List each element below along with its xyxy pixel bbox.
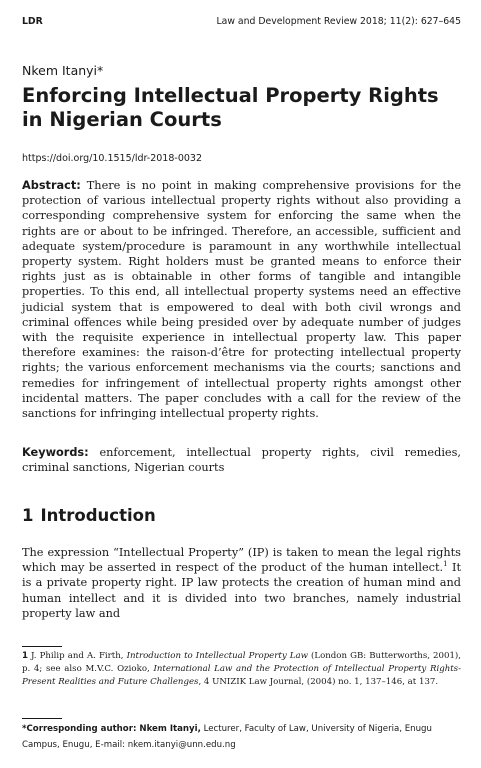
running-head bbox=[22, 16, 461, 30]
abstract-text: There is no point in making comprehensive provisions for the protection of various intellectual property rights without also providing a corresponding comprehensive system for enforcing the same when the rights are or about to be infringed. Therefore, an accessible, sufficient and adequate system/procedure is paramount in any worthwhile intellectual property system. Right holders must be granted means to enforce their rights just as is obtainable in other forms of tangible and intangible properties. To this end, all intellectual property systems need an effective judicial system that is empowered to deal with both civil wrongs and criminal offences while being presided over by adequate number of judges with the requisite experience in intellectual property law. This paper therefore examines: the raison-d’être for protecting intellectual property rights; the various enforcement mechanisms via the courts; sanctions and remedies for infringement of intellectual property rights amongst other incidental matters. The paper concludes with a call for the review of the sanctions for infringing intellectual property rights. bbox=[22, 179, 461, 421]
article-title bbox=[22, 84, 461, 132]
footnote-part-3: , 4 UNIZIK Law Journal, (2004) no. 1, 137–146, at 137. bbox=[198, 677, 439, 688]
footnote-divider bbox=[22, 646, 62, 647]
intro-paragraph bbox=[22, 545, 461, 621]
doi-link[interactable]: https://doi.org/10.1515/ldr-2018-0032 bbox=[22, 153, 202, 164]
footnote bbox=[22, 650, 461, 690]
corresponding-author-note bbox=[22, 722, 461, 753]
abstract-label: Abstract: bbox=[22, 179, 81, 192]
journal-citation: Law and Development Review 2018; 11(2): 627–645 bbox=[216, 16, 461, 27]
keywords bbox=[22, 445, 461, 475]
keywords-label: Keywords: bbox=[22, 446, 89, 459]
footnote-ref[interactable]: 1 bbox=[443, 560, 448, 569]
corresponding-label: *Corresponding author: Nkem Itanyi, bbox=[22, 724, 201, 734]
title-line-2: in Nigerian Courts bbox=[22, 108, 222, 131]
footnote-article-title: International Law and the Protection of Intellectual Property Rights-Present Realities and Future Challenges bbox=[22, 664, 461, 688]
title-line-1: Enforcing Intellectual Property Rights bbox=[22, 84, 439, 107]
footnote-number: 1 bbox=[22, 651, 28, 661]
intro-text-2: It is a private property right. IP law protects the creation of human mind and human intellect and it is divided into two branches, namely industrial property law and bbox=[22, 561, 461, 620]
section-number: 1 bbox=[22, 506, 34, 525]
footnote-part-2: (London GB: Butterworths, 2001), p. 4; see also M.V.C. Ozioko, bbox=[22, 651, 461, 675]
footnote-part-1: J. Philip and A. Firth, bbox=[30, 651, 127, 661]
section-heading bbox=[22, 506, 156, 525]
keywords-text: enforcement, intellectual property rights, civil remedies, criminal sanctions, Nigerian courts bbox=[22, 446, 462, 475]
footnote-book-title: Introduction to Intellectual Property Law bbox=[126, 651, 308, 661]
corresponding-text: Lecturer, Faculty of Law, University of Nigeria, Enugu Campus, Enugu, E-mail: nkem.itanyi@unn.edu.ng bbox=[22, 724, 432, 750]
intro-text-1: The expression “Intellectual Property” (IP) is taken to mean the legal rights which may be asserted in respect of the product of the human intellect. bbox=[22, 546, 461, 575]
journal-abbreviation: LDR bbox=[22, 16, 43, 27]
corresponding-divider bbox=[22, 718, 62, 719]
abstract bbox=[22, 178, 461, 421]
author-name: Nkem Itanyi* bbox=[22, 63, 104, 78]
section-title: Introduction bbox=[40, 506, 156, 525]
